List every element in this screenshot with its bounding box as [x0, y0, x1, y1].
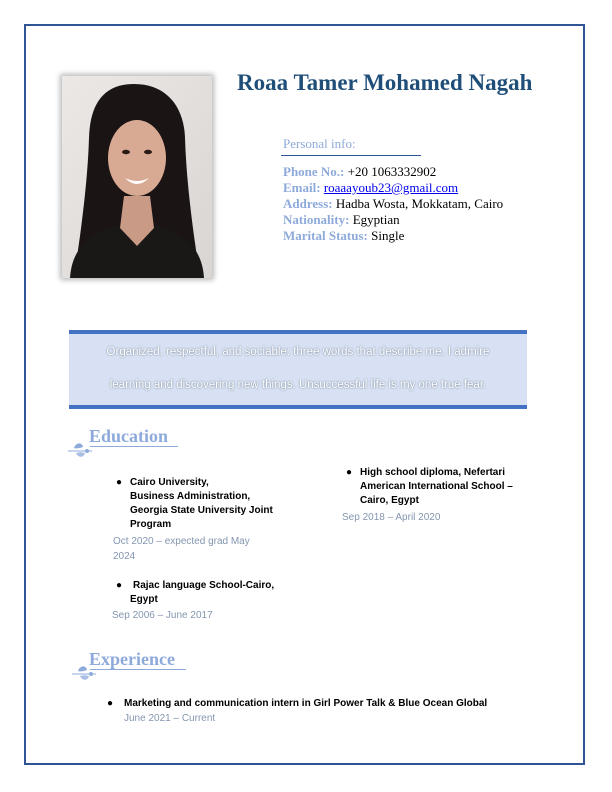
candidate-name: Roaa Tamer Mohamed Nagah	[237, 70, 533, 95]
address-label: Address:	[283, 196, 333, 211]
experience-item	[107, 697, 544, 711]
marital-status-label: Marital Status:	[283, 228, 368, 243]
education-item-line: High school diploma, Nefertari	[360, 467, 506, 478]
education-item-line: Cairo University,	[130, 477, 209, 488]
email-row	[283, 180, 503, 196]
date-line: 2024	[113, 551, 136, 562]
summary-line-2: learning and discovering new things. Unsuccessful life is my one true fear.	[109, 379, 487, 391]
marital-status-value: Single	[371, 228, 405, 243]
education-item-cairo-university	[116, 476, 295, 532]
personal-info-heading: Personal info:	[283, 136, 356, 151]
education-item-high-school	[346, 466, 540, 508]
education-heading: Education	[89, 426, 169, 446]
phone-label: Phone No.:	[283, 164, 345, 179]
date-line: Sep 2006 – June 2017	[112, 610, 213, 621]
education-item-line: Program	[130, 519, 172, 530]
experience-heading: Experience	[89, 649, 175, 669]
education-item-line: Egypt	[130, 594, 158, 605]
date-line: Sep 2018 – April 2020	[342, 512, 441, 523]
education-underline	[90, 446, 178, 447]
education-date-rajac-school	[112, 608, 213, 623]
education-item-line: Cairo, Egypt	[360, 495, 419, 506]
experience-item-text: Marketing and communication intern in Girl Power Talk & Blue Ocean Global	[124, 698, 488, 709]
education-date-cairo-university	[113, 534, 250, 564]
email-link[interactable]: roaaayoub23@gmail.com	[323, 180, 459, 195]
summary-line-1: Organized, respectful, and sociable: three words that describe me. I admire	[106, 346, 490, 358]
phone-row	[283, 164, 503, 180]
date-line: June 2021 – Current	[124, 713, 216, 724]
email-label: Email:	[283, 180, 321, 195]
marital-status-row	[283, 228, 503, 244]
nationality-row	[283, 212, 503, 228]
nationality-label: Nationality:	[283, 212, 350, 227]
education-item-line: American International School –	[360, 481, 513, 492]
bullet-icon: ●	[346, 467, 353, 478]
personal-info-block	[283, 164, 503, 244]
address-value: Hadba Wosta, Mokkatam, Cairo	[335, 196, 504, 211]
education-item-rajac-school	[116, 579, 295, 607]
date-line: Oct 2020 – expected grad May	[113, 536, 250, 547]
address-row	[283, 196, 503, 212]
bullet-icon: ●	[116, 580, 123, 591]
summary-box	[69, 330, 527, 409]
bullet-icon: ●	[116, 477, 123, 488]
education-item-line: Business Administration,	[130, 491, 251, 502]
personal-info-underline	[281, 155, 421, 156]
nationality-value: Egyptian	[352, 212, 400, 227]
education-date-high-school	[342, 510, 440, 525]
education-item-line: Georgia State University Joint	[130, 505, 273, 516]
education-item-line: Rajac language School-Cairo,	[133, 580, 275, 591]
phone-value: +20 1063332902	[347, 164, 437, 179]
experience-underline	[90, 669, 186, 670]
profile-photo	[62, 76, 212, 278]
experience-date	[124, 711, 215, 726]
bullet-icon: ●	[107, 698, 114, 709]
